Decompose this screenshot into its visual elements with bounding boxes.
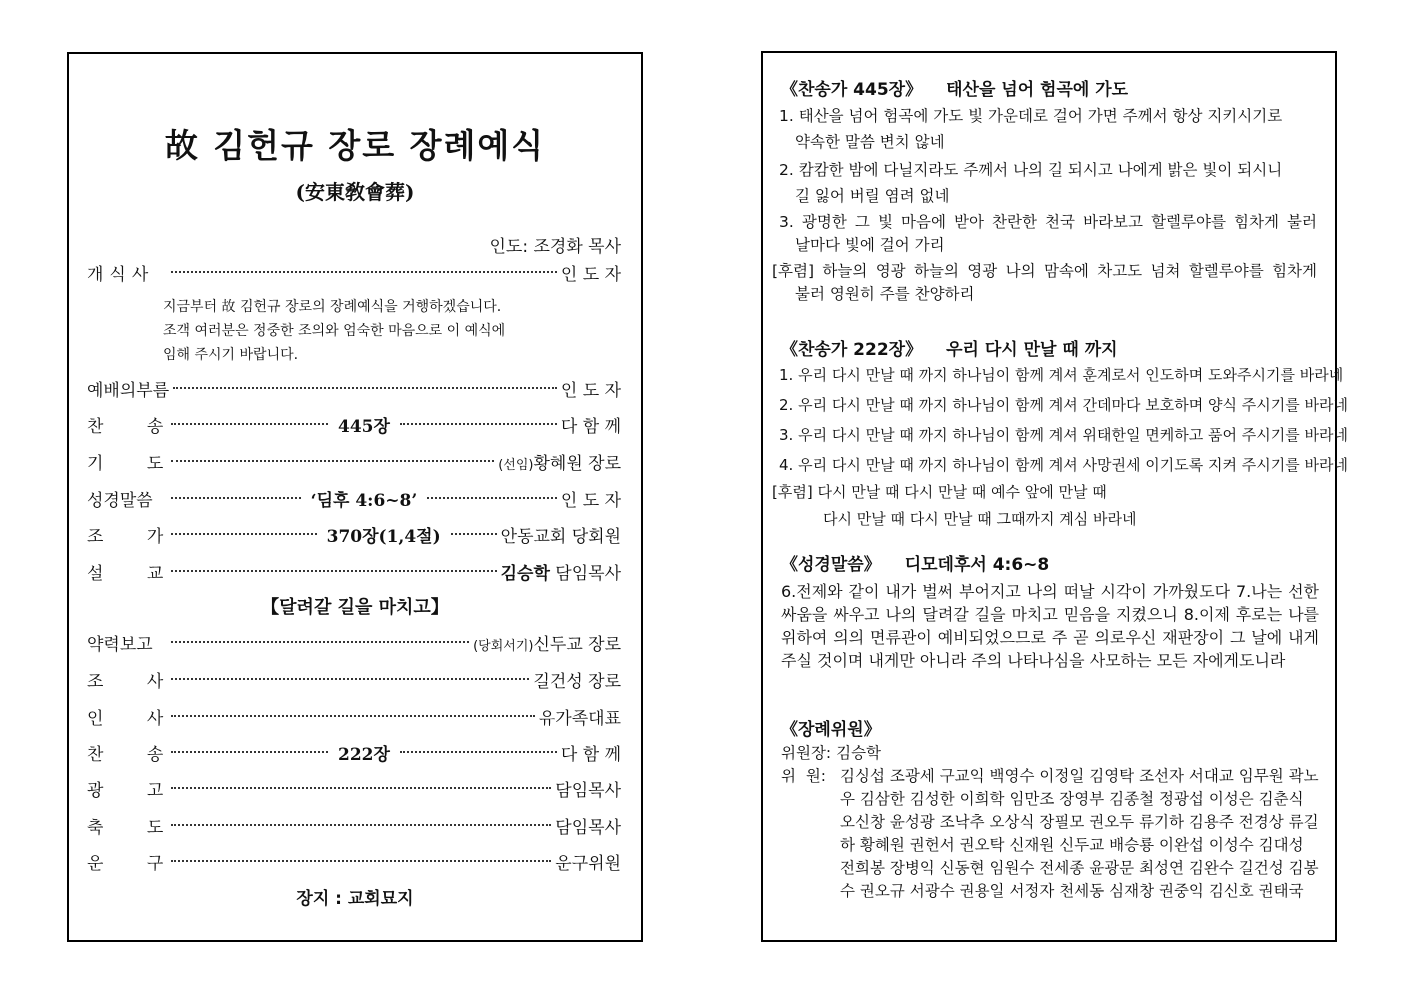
order-item-greeting [87,703,621,729]
dot-leader [171,678,529,680]
order-item-choir [87,521,621,547]
scripture-reference: ‘딤후 4:6~8’ [310,490,418,511]
dot-leader [171,423,328,425]
hymn-445-heading [781,75,1128,100]
order-role: 인 도 자 [560,380,621,401]
order-label: 광 고 [87,780,164,801]
lyric-line: 1. 우리 다시 만날 때 까지 하나님이 함께 계셔 훈계로서 인도하며 도와주시기를 바라네 [779,366,1344,384]
lyric-line: 3. 우리 다시 만날 때 까지 하나님이 함께 계셔 위태한일 면케하고 품어 주시기를 바라네 [779,426,1348,444]
intro-line: 조객 여러분은 정중한 조의와 엄숙한 마음으로 이 예식에 [163,323,506,339]
order-role [501,559,621,584]
order-role: 안동교회 당회원 [500,526,621,547]
role-name: 황혜원 장로 [533,453,621,474]
order-item-hymn-445 [87,411,621,437]
dot-leader [171,824,551,826]
hymn-445-lyrics [772,103,1317,307]
dot-leader [171,715,535,717]
lyric-line: [후렴] 다시 만날 때 다시 만날 때 예수 앞에 만날 때 [772,483,1107,501]
order-role: 운구위원 [555,853,621,874]
order-role: 인 도 자 [560,264,621,285]
order-role: 길건성 장로 [533,671,621,692]
order-role [473,630,621,655]
lyric-line: 1. 태산을 넘어 험곡에 가도 빛 가운데로 걸어 가면 주께서 항상 지키시기로 [779,107,1283,125]
dot-leader [171,751,328,753]
order-label: 약력보고 [87,634,153,655]
order-label: 설 교 [87,563,164,584]
preacher-name: 김승학 [500,563,550,584]
order-label: 조 가 [87,526,164,547]
dot-leader [173,387,557,389]
dot-leader [171,533,317,535]
hymns-and-committee-panel [761,51,1348,942]
order-item-prayer [87,448,621,474]
hymn-label: 《찬송가 445장》 [781,80,923,100]
dot-leader [171,641,469,643]
order-item-condolence [87,666,621,692]
leader-line: 인도: 조경화 목사 [489,237,621,257]
role-note: (선임) [498,457,534,473]
role-note: (당회서기) [473,638,534,654]
hymn-number: 370장(1,4절) [326,526,441,547]
order-item-sermon [87,558,621,584]
hymn-number: 222장 [338,744,390,765]
order-item-hymn-222 [87,739,621,765]
order-label: 축 도 [87,817,164,838]
order-label: 찬 송 [87,744,164,765]
order-role: 다 함 께 [560,416,621,437]
dot-leader [171,860,551,862]
committee-members: 김싱섭 조광세 구교익 백영수 이정일 김영탁 조선자 서대교 임무원 곽노우 김삼한 김성한 이희학 임만조 장영부 김종철 정광섭 이성은 김춘식 오신창 윤성광 조낙추 오상식 장필모 권오두 류기하 김용주 전경상 류길하 황혜원 권헌서 권오탁 신재원 신두교 배승룡 이완섭 이성수 김대성 전희봉 장병익 신동현 임원수 전세종 윤광문 최성연 김완수 길건성 김봉수 권오규 서광수 권용일 서정자 천세동 심재창 권중익 김신호 권태국 [840,767,1319,900]
hymn-title: 우리 다시 만날 때 까지 [946,340,1118,360]
order-label: 예배의부름 [87,380,170,401]
dot-leader [171,271,557,273]
lyric-line: 불러 영원히 주를 찬양하리 [795,285,975,303]
scripture-reference: 디모데후서 4:6~8 [904,555,1050,575]
dot-leader [400,423,557,425]
order-role [498,449,621,474]
chair-name: 김승학 [836,744,882,762]
program-title: 故 김헌규 장로 장례예식 [164,126,546,165]
lyric-line: 약속한 말씀 변치 않네 [795,133,945,151]
order-role: 유가족대표 [538,708,621,729]
section-heading: 【달려갈 길을 마치고】 [261,597,449,618]
dot-leader [171,570,497,572]
preacher-title: 담임목사 [549,563,621,584]
order-item-opening [87,259,621,285]
dot-leader [171,787,551,789]
hymn-label: 《찬송가 222장》 [781,340,923,360]
order-label: 기 도 [87,453,164,474]
hymn-222-heading [781,335,1118,360]
hymn-number: 445장 [338,416,390,437]
scripture-text: 6.전제와 같이 내가 벌써 부어지고 나의 떠날 시각이 가까웠도다 7.나는 선한 싸움을 싸우고 나의 달려갈 길을 마치고 믿음을 지켰으니 8.이제 후로는 나를 위하여 의의 면류관이 예비되었으므로 주 곧 의로우신 재판장이 그 날에 내게 주실 것이며 내게만 아니라 주의 나타나심을 사모하는 모든 자에게도니라 [781,582,1319,670]
order-label: 인 사 [87,708,164,729]
lyric-line: [후렴] 하늘의 영광 하늘의 영광 나의 맘속에 차고도 넘쳐 할렐루야를 힘차게 [772,262,1317,280]
dot-leader [171,460,494,462]
order-label: 운 구 [87,853,164,874]
lyric-line: 2. 우리 다시 만날 때 까지 하나님이 함께 계셔 간데마다 보호하며 양식 주시기를 바라네 [779,396,1348,414]
order-item-biography [87,629,621,655]
lyric-line: 날마다 빛에 걸어 가리 [795,236,945,254]
burial-place: 장지 : 교회묘지 [296,889,414,909]
order-role: 인 도 자 [560,490,621,511]
intro-line: 지금부터 故 김헌규 장로의 장례예식을 거행하겠습니다. [163,299,502,315]
dot-leader [400,751,557,753]
order-label: 개식사 [87,264,155,285]
hymn-title: 태산을 넘어 험곡에 가도 [946,80,1129,100]
dot-leader [451,533,497,535]
intro-line: 임해 주시기 바랍니다. [163,347,299,363]
order-item-scripture [87,485,621,511]
members-label: 위 원: [781,767,827,785]
dot-leader [427,497,557,499]
order-item-benediction [87,812,621,838]
committee-heading: 《장례위원》 [781,720,881,740]
lyric-line: 4. 우리 다시 만날 때 까지 하나님이 함께 계셔 사망권세 이기도록 지켜 주시기를 바라네 [779,456,1348,474]
dot-leader [171,497,301,499]
order-item-call [87,375,621,401]
lyric-line: 3. 광명한 그 빛 마음에 받아 찬란한 천국 바라보고 할렐루야를 힘차게 불러 [779,213,1317,231]
order-role: 담임목사 [555,817,621,838]
scripture-label: 《성경말씀》 [781,555,881,575]
hymn-222-lyrics [772,360,1348,534]
order-item-procession [87,848,621,874]
order-label: 찬 송 [87,416,164,437]
order-item-announcements [87,775,621,801]
opening-declaration [163,295,505,367]
scripture-heading [781,550,1049,575]
role-name: 신두교 장로 [533,634,621,655]
program-subtitle: (安東敎會葬) [295,180,415,204]
funeral-program-panel [67,52,643,942]
committee-chair [781,742,881,765]
chair-label: 위원장: [781,744,832,762]
order-role: 담임목사 [555,780,621,801]
lyric-line: 2. 캄캄한 밤에 다닐지라도 주께서 나의 길 되시고 나에게 밝은 빛이 되시니 [779,161,1283,179]
order-label: 조 사 [87,671,164,692]
lyric-line: 길 잃어 버릴 염려 없네 [795,187,950,205]
lyric-line: 다시 만날 때 다시 만날 때 그때까지 계심 바라네 [823,510,1137,528]
order-role: 다 함 께 [560,744,621,765]
order-label: 성경말씀 [87,490,153,511]
